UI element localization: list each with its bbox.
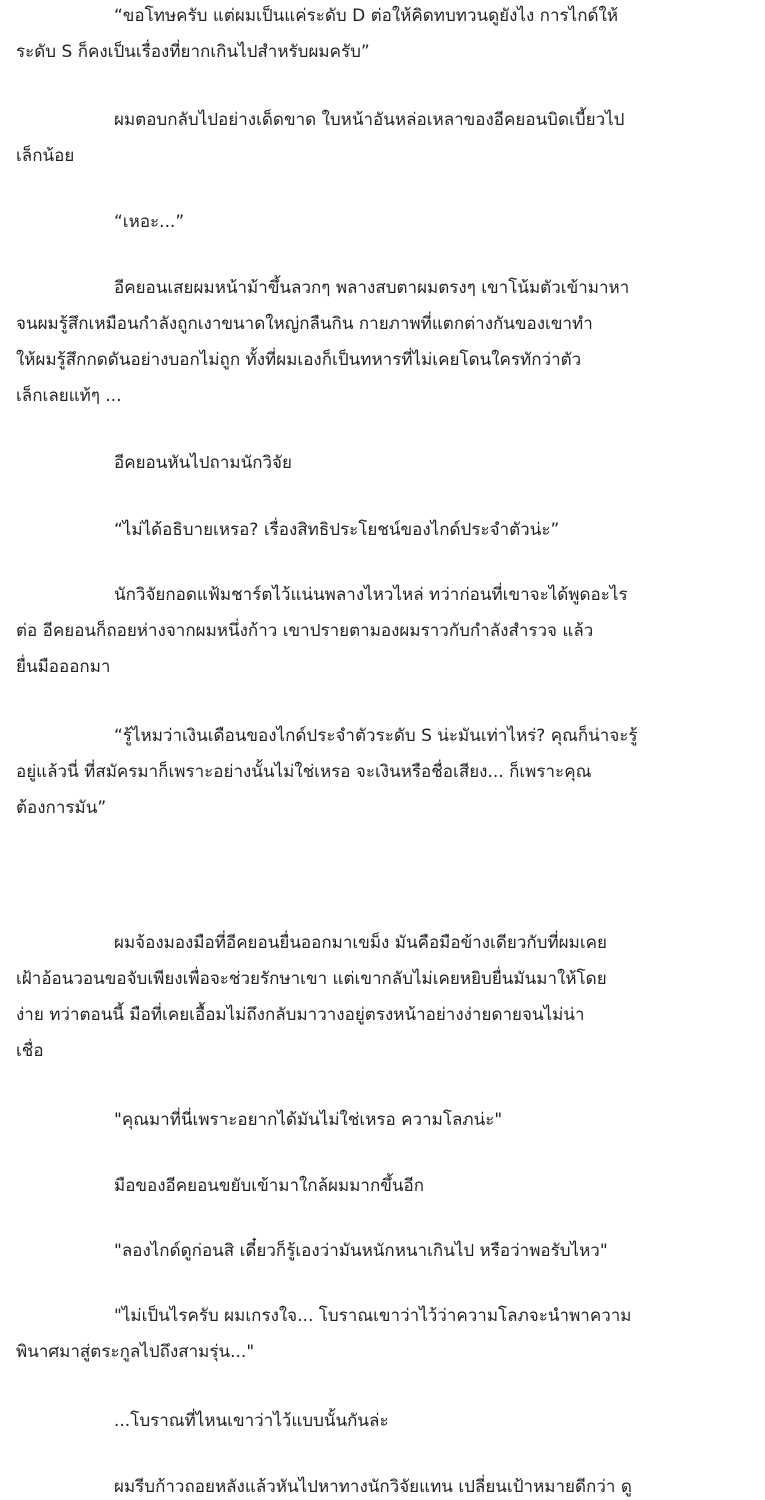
text-line: จนผมรู้สึกเหมือนกำลังถูกเงาขนาดใหญ่กลืนกิน กายภาพที่แตกต่างกันของเขาทำ — [16, 314, 593, 334]
paragraph-dialogue — [0, 1102, 765, 1138]
text-line: นักวิจัยกอดแฟ้มชาร์ตไว้แน่นพลางไหวไหล่ ทว่าก่อนที่เขาจะได้พูดอะไร — [114, 585, 628, 605]
text-line: ผมจ้องมองมือที่อีคยอนยื่นออกมาเขม็ง มันคือมือข้างเดียวกับที่ผมเคย — [114, 933, 607, 953]
paragraph-dialogue — [0, 1233, 765, 1269]
text-line: “ขอโทษครับ แต่ผมเป็นแค่ระดับ D ต่อให้คิดทบทวนดูยังไง การไกด์ให้ — [114, 6, 619, 26]
text-line: ต่อ อีคยอนก็ถอยห่างจากผมหนึ่งก้าว เขาปรายตามองผมราวกับกำลังสำรวจ แล้ว — [16, 621, 594, 641]
text-line: ต้องการมัน” — [16, 798, 107, 818]
text-line: “ไม่ได้อธิบายเหรอ? เรื่องสิทธิประโยชน์ของไกด์ประจำตัวน่ะ” — [114, 520, 560, 540]
text-line: ...โบราณที่ไหนเขาว่าไว้แบบนั้นกันล่ะ — [114, 1411, 389, 1431]
text-line: เล็กน้อย — [16, 146, 75, 166]
paragraph-narration — [0, 102, 765, 174]
paragraph-narration — [0, 1403, 765, 1439]
paragraph-dialogue — [0, 204, 765, 240]
text-line: "คุณมาที่นี่เพราะอยากได้มันไม่ใช่เหรอ ความโลภน่ะ" — [114, 1110, 503, 1130]
text-line: ง่าย ทว่าตอนนี้ มือที่เคยเอื้อมไม่ถึงกลับมาวางอยู่ตรงหน้าอย่างง่ายดายจนไม่น่า — [16, 1005, 585, 1025]
paragraph-narration — [0, 445, 765, 481]
text-line: พินาศมาสู่ตระกูลไปถึงสามรุ่น..." — [16, 1342, 255, 1362]
paragraph-narration — [0, 577, 765, 685]
text-line: อีคยอนหันไปถามนักวิจัย — [114, 453, 292, 473]
text-line: ยื่นมือออกมา — [16, 657, 111, 677]
text-line: ระดับ S ก็คงเป็นเรื่องที่ยากเกินไปสำหรับผมครับ” — [16, 42, 370, 62]
text-line: "ลองไกด์ดูก่อนสิ เดี๋ยวก็รู้เองว่ามันหนักหนาเกินไป หรือว่าพอรับไหว" — [114, 1241, 608, 1261]
paragraph-narration — [0, 270, 765, 414]
text-line: เล็กเลยแท้ๆ ... — [16, 386, 122, 406]
text-line: มือของอีคยอนขยับเข้ามาใกล้ผมมากขึ้นอีก — [114, 1176, 424, 1196]
paragraph-narration — [0, 1469, 765, 1500]
text-line: เฝ้าอ้อนวอนขอจับเพียงเพื่อจะช่วยรักษาเขา แต่เขากลับไม่เคยหยิบยื่นมันมาให้โดย — [16, 969, 607, 989]
text-line: “รู้ไหมว่าเงินเดือนของไกด์ประจำตัวระดับ S น่ะมันเท่าไหร่? คุณก็น่าจะรู้ — [114, 726, 638, 746]
text-line: ผมตอบกลับไปอย่างเด็ดขาด ใบหน้าอันหล่อเหลาของอีคยอนบิดเบี้ยวไป — [114, 110, 625, 130]
paragraph-dialogue — [0, 718, 765, 826]
text-line: ผมรีบก้าวถอยหลังแล้วหันไปหาทางนักวิจัยแทน เปลี่ยนเป้าหมายดีกว่า ดู — [114, 1477, 632, 1497]
paragraph-dialogue — [0, 512, 765, 548]
text-line: ให้ผมรู้สึกกดดันอย่างบอกไม่ถูก ทั้งที่ผมเองก็เป็นทหารที่ไม่เคยโดนใครทักว่าตัว — [16, 350, 582, 370]
paragraph-dialogue — [0, 1298, 765, 1370]
paragraph-apology — [0, 0, 765, 70]
text-line: อยู่แล้วนี่ ที่สมัครมาก็เพราะอย่างนั้นไม่ใช่เหรอ จะเงินหรือชื่อเสียง... ก็เพราะคุณ — [16, 762, 592, 782]
text-line: “เหอะ...” — [114, 212, 185, 232]
paragraph-narration — [0, 925, 765, 1069]
text-line: "ไม่เป็นไรครับ ผมเกรงใจ... โบราณเขาว่าไว้ว่าความโลภจะนำพาความ — [114, 1306, 632, 1326]
paragraph-narration — [0, 1168, 765, 1204]
text-line: อีคยอนเสยผมหน้าม้าขึ้นลวกๆ พลางสบตาผมตรงๆ เขาโน้มตัวเข้ามาหา — [114, 278, 630, 298]
text-line: เชื่อ — [16, 1041, 44, 1061]
